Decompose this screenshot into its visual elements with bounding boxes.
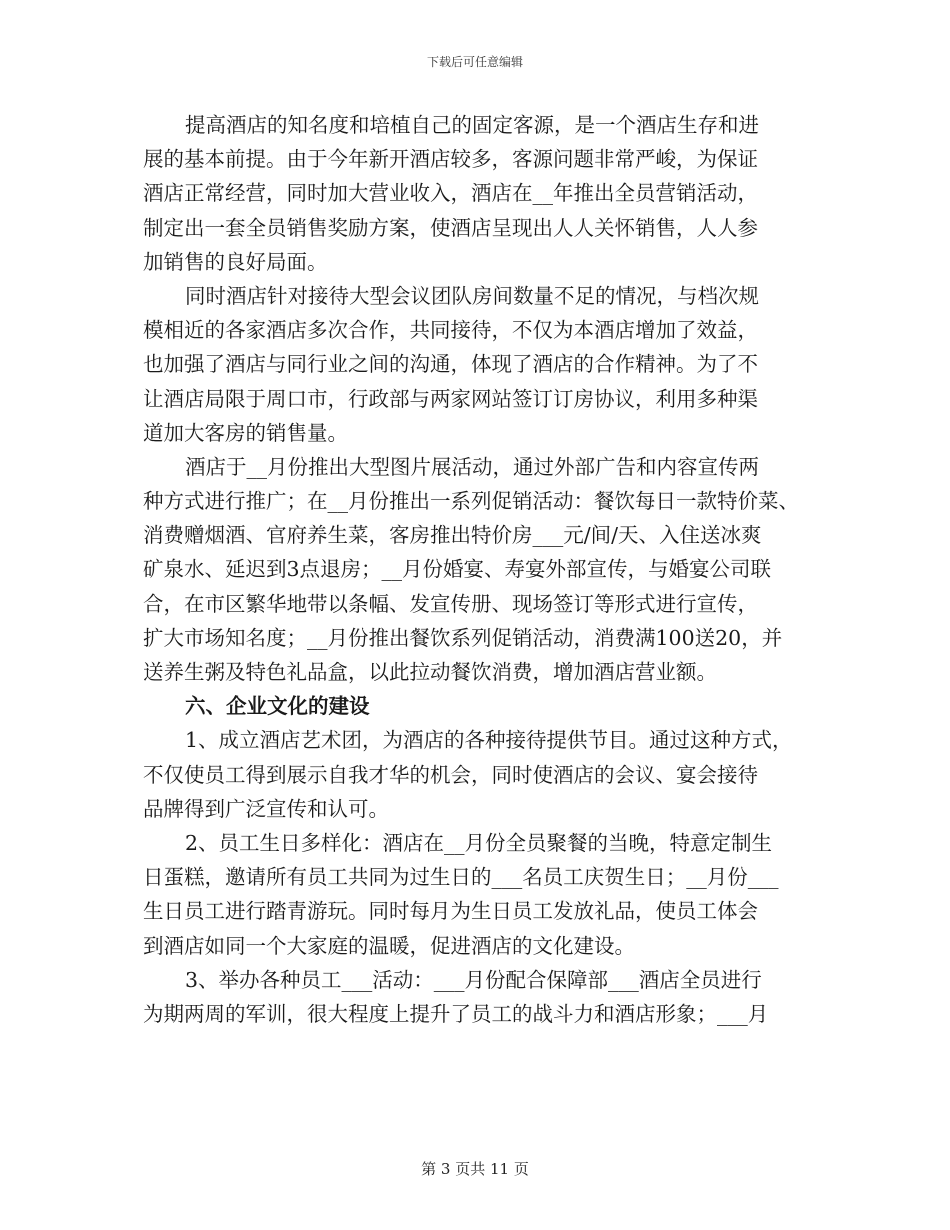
text-line: 扩大市场知名度；__月份推出餐饮系列促销活动，消费满100送20，并 (143, 625, 783, 650)
text-line: 提高酒店的知名度和培植自己的固定客源，是一个酒店生存和进 (185, 113, 759, 137)
text-line: 展的基本前提。由于今年新开酒店较多，客源问题非常严峻，为保证 (143, 147, 758, 172)
text-line: 让酒店局限于周口市，行政部与两家网站签订订房协议，利用多种渠 (143, 386, 758, 411)
text-line: 不仅使员工得到展示自我才华的机会，同时使酒店的会议、宴会接待 (143, 762, 758, 787)
text-line: 送养生粥及特色礼品盒，以此拉动餐饮消费，增加酒店营业额。 (143, 660, 717, 684)
text-line: 模相近的各家酒店多次合作，共同接待，不仅为本酒店增加了效益， (143, 318, 758, 343)
text-line: 2、员工生日多样化：酒店在__月份全员聚餐的当晚，特意定制生 (185, 830, 773, 855)
text-line: 道加大客房的销售量。 (143, 420, 348, 445)
text-line: 加销售的良好局面。 (143, 249, 328, 274)
document-body (143, 108, 823, 1031)
text-line: 为期两周的军训，很大程度上提升了员工的战斗力和酒店形象；___月 (143, 1001, 769, 1026)
text-line: 种方式进行推广；在__月份推出一系列促销活动：餐饮每日一款特价菜、 (143, 489, 799, 514)
text-line: 3、举办各种员工___活动：___月份配合保障部___酒店全员进行 (185, 967, 762, 992)
page-footer: 第 3 页共 11 页 (421, 1160, 529, 1178)
text-line: 同时酒店针对接待大型会议团队房间数量不足的情况，与档次规 (185, 283, 759, 308)
text-line: 品牌得到广泛宣传和认可。 (143, 796, 389, 821)
section-heading: 六、企业文化的建设 (185, 694, 370, 719)
text-line: 生日员工进行踏青游玩。同时每月为生日员工发放礼品，使员工体会 (143, 899, 758, 924)
text-line: 到酒店如同一个大家庭的温暖，促进酒店的文化建设。 (143, 933, 635, 958)
text-line: 也加强了酒店与同行业之间的沟通，体现了酒店的合作精神。为了不 (143, 352, 758, 377)
text-line: 日蛋糕，邀请所有员工共同为过生日的___名员工庆贺生日；__月份___ (143, 865, 779, 890)
text-line: 矿泉水、延迟到3点退房；__月份婚宴、寿宴外部宣传，与婚宴公司联 (143, 557, 772, 582)
text-line: 合，在市区繁华地带以条幅、发宣传册、现场签订等形式进行宣传， (143, 591, 758, 616)
text-line: 制定出一套全员销售奖励方案，使酒店呈现出人人关怀销售，人人参 (143, 215, 758, 240)
text-line: 酒店正常经营，同时加大营业收入，酒店在__年推出全员营销活动， (143, 181, 758, 206)
text-line: 1、成立酒店艺术团，为酒店的各种接待提供节目。通过这种方式， (185, 728, 793, 753)
header-note: 下载后可任意编辑 (426, 55, 523, 69)
text-line: 酒店于__月份推出大型图片展活动，通过外部广告和内容宣传两 (185, 454, 759, 479)
text-line: 消费赠烟酒、官府养生菜，客房推出特价房___元/间/天、入住送冰爽 (143, 523, 762, 548)
